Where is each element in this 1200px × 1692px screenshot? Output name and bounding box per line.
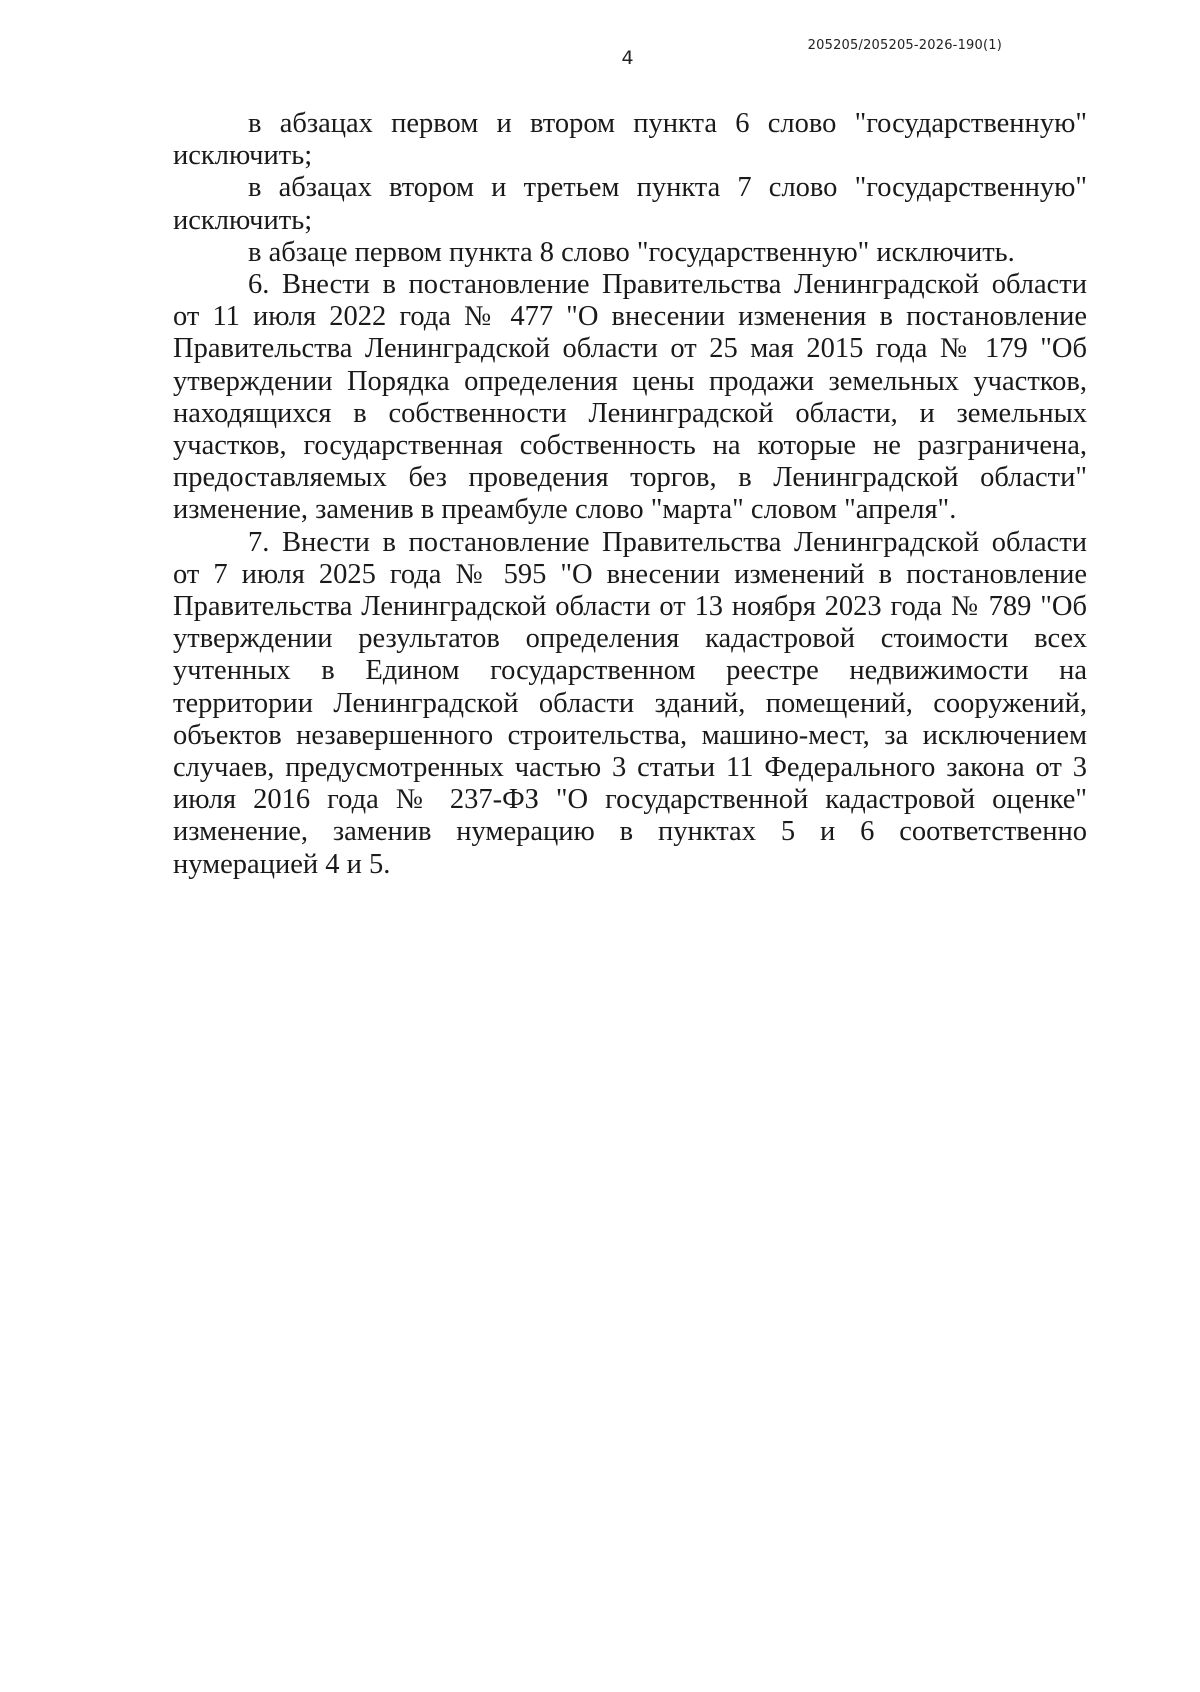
paragraph-item-7: 7. Внести в постановление Правительства Ленинградской области от 7 июля 2025 года № 595 "О внесении изменений в постановление Правительства Ленинградской области от 13 ноября 2023 года № 789 "Об утверждении результатов определения кадастровой стоимости всех учтенных в Едином государственном реестре недвижимости на территории Ленинградской области зданий, помещений, сооружений, объектов незавершенного строительства, машино-мест, за исключением случаев, предусмотренных частью 3 статьи 11 Федерального закона от 3 июля 2016 года № 237-ФЗ "О государственной кадастровой оценке" изменение, заменив нумерацию в пунктах 5 и 6 соответственно нумерацией 4 и 5. xyxy=(173,526,1087,880)
paragraph-3: в абзаце первом пункта 8 слово "государственную" исключить. xyxy=(248,236,1015,268)
paragraph-2: в абзацах втором и третьем пункта 7 слово "государственную" исключить; xyxy=(173,172,1087,236)
paragraph-item-6: 6. Внести в постановление Правительства Ленинградской области от 11 июля 2022 года № 477 "О внесении изменения в постановление Правительства Ленинградской области от 25 мая 2015 года № 179 "Об утверждении Порядка определения цены продажи земельных участков, находящихся в собственности Ленинградской области, и земельных участков, государственная собственность на которые не разграничена, предоставляемых без проведения торгов, в Ленинградской области" изменение, заменив в преамбуле слово "марта" словом "апреля". xyxy=(173,269,1087,526)
page-number: 4 xyxy=(621,47,634,69)
document-id: 205205/205205-2026-190(1) xyxy=(807,38,1002,53)
document-body xyxy=(173,108,1087,881)
paragraph-1: в абзацах первом и втором пункта 6 слово "государственную" исключить; xyxy=(173,108,1087,172)
